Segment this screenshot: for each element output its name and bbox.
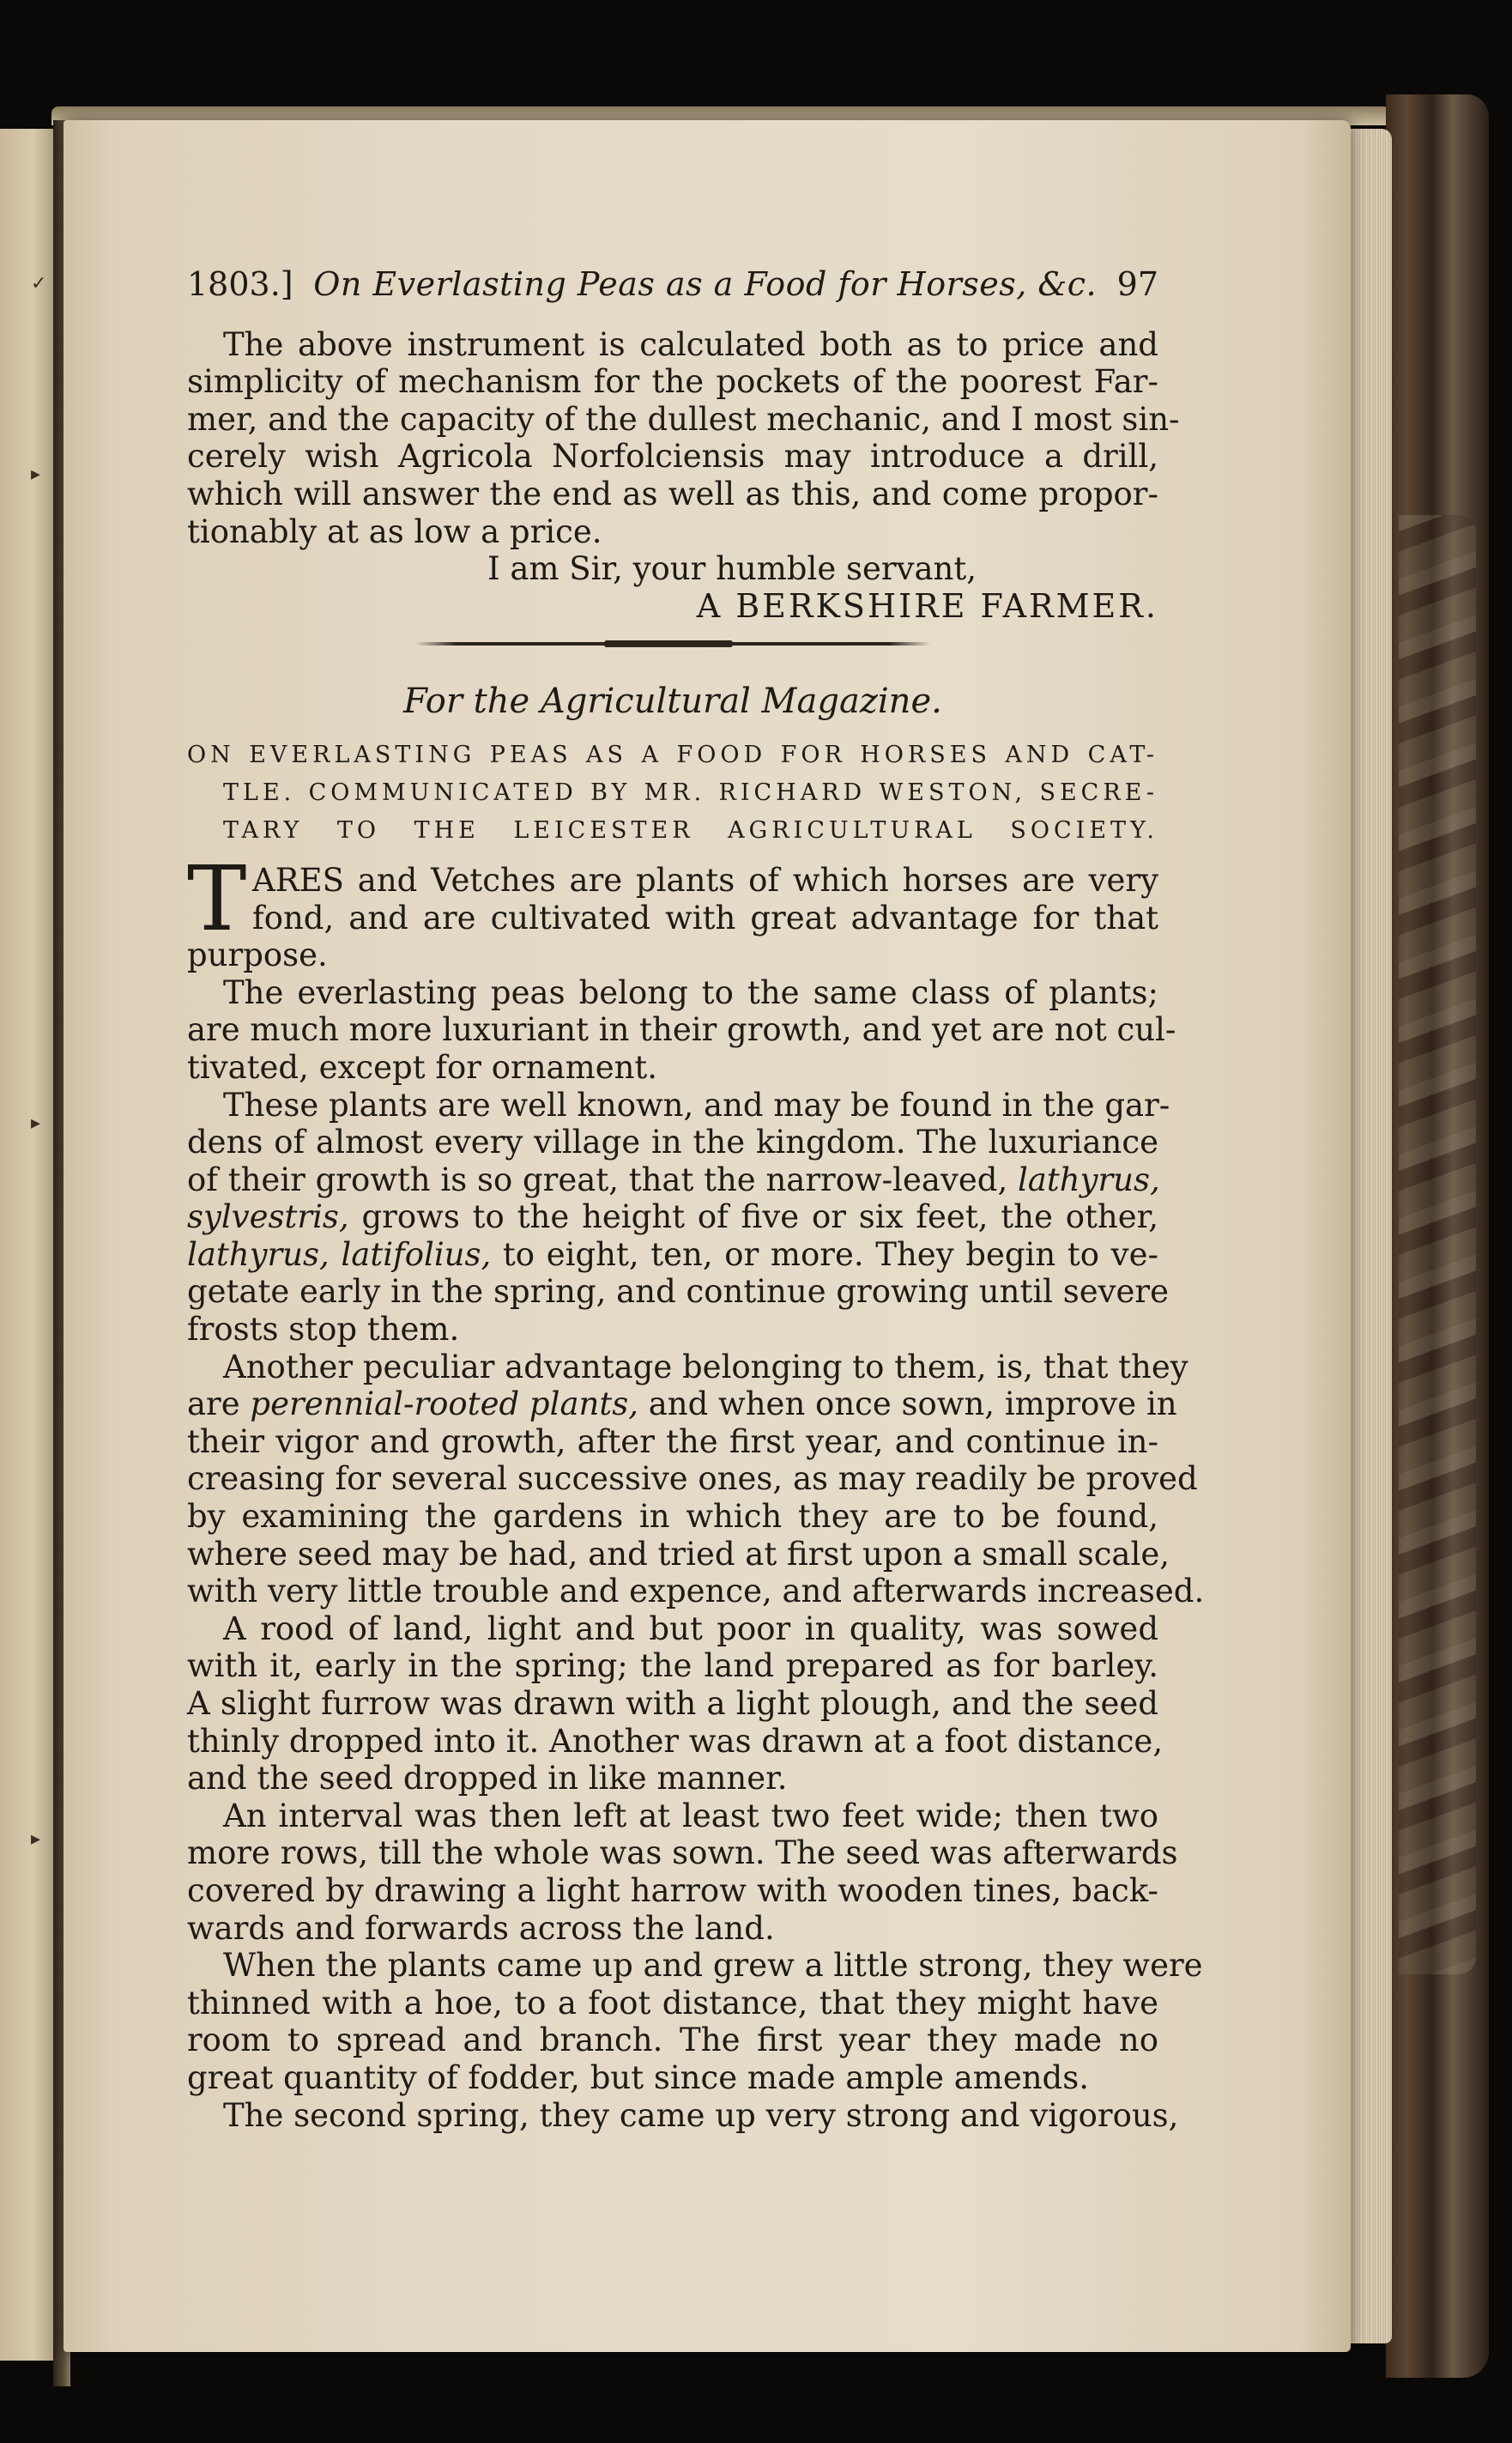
text-line: cerely wish Agricola Norfolciensis may introduce a drill,	[187, 438, 1158, 476]
text-line: frosts stop them.	[187, 1311, 460, 1349]
text-line: covered by drawing a light harrow with wooden tines, back-	[187, 1871, 1158, 1909]
paragraph	[187, 1348, 1205, 1610]
margin-mark: ▸	[31, 1828, 41, 1850]
text-line: The second spring, they came up very strong and vigorous,	[223, 2096, 1179, 2134]
drop-cap: T	[187, 846, 247, 951]
text-line: purpose.	[187, 937, 328, 974]
article-heading	[187, 737, 1158, 850]
latin-name: sylvestris,	[187, 1198, 349, 1236]
text-span: and when once sown, improve in	[648, 1385, 1177, 1423]
text-line: thinned with a hoe, to a foot distance, that they might have	[187, 1984, 1158, 2022]
text-line: tivated, except for ornament.	[187, 1048, 658, 1086]
text-line: These plants are well known, and may be found in the gar-	[223, 1086, 1170, 1124]
text-line: tionably at as low a price.	[187, 512, 602, 550]
text-line	[187, 1198, 1158, 1236]
running-head	[187, 266, 1158, 304]
text-line: A rood of land, light and but poor in quality, was sowed	[223, 1609, 1158, 1647]
text-line: An interval was then left at least two feet wide; then two	[223, 1797, 1158, 1834]
latin-name: lathyrus,	[1017, 1161, 1160, 1198]
heading-line: ON EVERLASTING PEAS AS A FOOD FOR HORSES AND CAT-	[187, 741, 1158, 768]
text-line	[187, 1385, 1177, 1423]
text-line: getate early in the spring, and continue growing until severe	[187, 1273, 1170, 1311]
page-text	[187, 265, 1205, 2134]
text-line: wards and forwards across the land.	[187, 1909, 775, 1947]
text-line: simplicity of mechanism for the pockets of the poorest Far-	[187, 363, 1158, 401]
text-line	[187, 1236, 1158, 1274]
section-divider	[415, 642, 930, 646]
text-line: fond, and are cultivated with great advantage for that	[252, 899, 1158, 937]
text-span: to eight, ten, or more. They begin to ve-	[502, 1235, 1158, 1273]
text-line: When the plants came up and grew a little strong, they were	[223, 1947, 1203, 1985]
paragraph	[187, 973, 1176, 1087]
text-span: grows to the height of five or six feet, the other,	[361, 1198, 1158, 1236]
facing-page-edge	[0, 129, 60, 2361]
text-line: are much more luxuriant in their growth, and yet are not cul-	[187, 1011, 1176, 1049]
text-line: their vigor and growth, after the first year, and continue in-	[187, 1422, 1158, 1460]
margin-mark: ▸	[31, 1112, 41, 1134]
letter-closing: I am Sir, your humble servant,	[487, 550, 977, 588]
text-line: Another peculiar advantage belonging to them, is, that they	[223, 1348, 1188, 1385]
text-line: which will answer the end as well as this, and come propor-	[187, 475, 1158, 512]
text-line: dens of almost every village in the kingdom. The luxuriance	[187, 1124, 1158, 1161]
text-span: of their growth is so great, that the narrow-leaved,	[187, 1161, 1008, 1198]
text-span: are	[187, 1385, 240, 1423]
margin-mark: ✓	[31, 273, 47, 294]
marbled-cover-texture	[1399, 515, 1476, 1974]
running-head-year: 1803.]	[187, 265, 293, 303]
page-stack-edge	[1344, 129, 1392, 2343]
text-line: The above instrument is calculated both as to price and	[223, 325, 1158, 363]
text-line: thinly dropped into it. Another was drawn at a foot distance,	[187, 1722, 1164, 1760]
text-line: by examining the gardens in which they are to be found,	[187, 1498, 1158, 1536]
text-line: more rows, till the whole was sown. The seed was afterwards	[187, 1834, 1178, 1872]
text-line: creasing for several successive ones, as may readily be proved	[187, 1460, 1198, 1498]
first-paragraph	[187, 846, 1158, 974]
paragraph	[187, 1086, 1170, 1349]
text-line	[187, 1161, 1158, 1199]
text-line: and the seed dropped in like manner.	[187, 1760, 788, 1797]
latin-name: lathyrus, latifolius,	[187, 1235, 492, 1273]
text-line: mer, and the capacity of the dullest mechanic, and I most sin-	[187, 400, 1180, 438]
page-number: 97	[1116, 265, 1158, 303]
heading-line: TARY TO THE LEICESTER AGRICULTURAL SOCIETY.	[223, 816, 1158, 844]
letter-signature: A BERKSHIRE FARMER.	[696, 586, 1158, 625]
heading-line: TLE. COMMUNICATED BY MR. RICHARD WESTON, SECRE-	[223, 779, 1158, 806]
paragraph	[187, 1947, 1203, 2134]
running-head-title: On Everlasting Peas as a Food for Horses, &c.	[313, 265, 1098, 303]
text-line: ARES and Vetches are plants of which horses are very	[252, 861, 1158, 899]
text-line: with very little trouble and expence, and afterwards increased.	[187, 1573, 1205, 1610]
text-line: with it, early in the spring; the land prepared as for barley.	[187, 1647, 1158, 1685]
paragraph	[187, 1797, 1178, 1947]
text-line: The everlasting peas belong to the same class of plants;	[223, 973, 1158, 1011]
text-line: room to spread and branch. The first year they made no	[187, 2022, 1158, 2059]
emphasis: perennial-rooted plants,	[250, 1385, 638, 1423]
text-line: where seed may be had, and tried at first upon a small scale,	[187, 1535, 1170, 1573]
text-line: great quantity of fodder, but since made ample amends.	[187, 2058, 1089, 2096]
paragraph	[187, 1609, 1164, 1797]
letter-conclusion	[187, 325, 1180, 626]
article-source: For the Agricultural Magazine.	[403, 682, 942, 722]
text-line: A slight furrow was drawn with a light plough, and the seed	[187, 1685, 1158, 1722]
margin-mark: ▸	[31, 464, 41, 485]
